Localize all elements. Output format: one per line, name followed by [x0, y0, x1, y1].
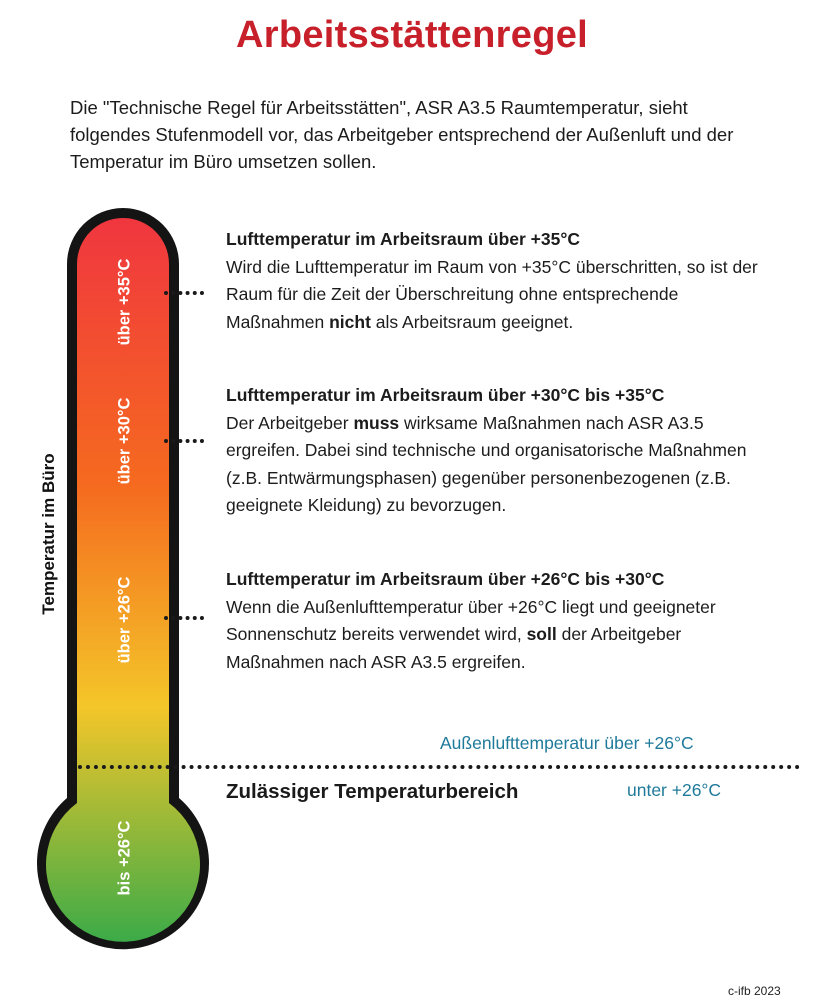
connector-dots-35 — [164, 291, 204, 295]
info-emphasis: nicht — [329, 311, 371, 332]
info-emphasis: muss — [353, 412, 400, 433]
info-text-end: wirksame Maßnahmen nach ASR A3.5 ergreifen. Dabei sind technische und organisatorische Maßnahmen (z.B. Entwärmungsphasen) gegenüber personenbezogenen (z.B. geeignete Kleidung) zu bevorzugen. — [226, 412, 747, 515]
info-heading: Lufttemperatur im Arbeitsraum über +26°C bis +30°C — [226, 569, 665, 589]
info-block-30 — [226, 382, 776, 520]
outside-temp-above-label: Außenlufttemperatur über +26°C — [440, 733, 694, 753]
level-label-bis-26: bis +26°C — [115, 820, 134, 896]
info-text: Der Arbeitgeber — [226, 412, 354, 433]
outside-temp-below-label: unter +26°C — [627, 780, 722, 800]
connector-dots-26 — [164, 616, 204, 620]
connector-dots-30 — [164, 439, 204, 443]
axis-label: Temperatur im Büro — [39, 453, 58, 615]
info-block-26 — [226, 566, 776, 676]
info-heading: Lufttemperatur im Arbeitsraum über +30°C bis +35°C — [226, 385, 665, 405]
info-text: Wenn die Außenlufttemperatur über +26°C liegt und geeigneter Sonnenschutz bereits verwendet wird, — [226, 596, 716, 644]
threshold-line — [78, 765, 800, 769]
info-text: Wird die Lufttemperatur im Raum von +35°C überschritten, so ist der Raum für die Zeit der Überschreitung ohne entsprechende Maßnahmen — [226, 256, 758, 332]
info-heading: Lufttemperatur im Arbeitsraum über +35°C — [226, 229, 580, 249]
intro-text: Die "Technische Regel für Arbeitsstätten", ASR A3.5 Raumtemperatur, sieht folgendes Stufenmodell vor, das Arbeitgeber entsprechend der Außenluft und der Temperatur im Büro umsetzen sollen. — [70, 97, 734, 172]
page-title: Arbeitsstättenregel — [235, 14, 589, 56]
info-block-35 — [226, 226, 776, 336]
allowed-range-label: Zulässiger Temperaturbereich — [226, 780, 519, 803]
copyright: c-ifb 2023 — [728, 984, 781, 998]
level-label-35: über +35°C — [115, 258, 134, 346]
info-text-end: der Arbeitgeber Maßnahmen nach ASR A3.5 ergreifen. — [226, 624, 682, 672]
info-text-end: als Arbeitsraum geeignet. — [370, 311, 574, 332]
level-label-26: über +26°C — [115, 576, 134, 664]
level-label-30: über +30°C — [115, 397, 134, 485]
info-emphasis: soll — [526, 624, 557, 644]
